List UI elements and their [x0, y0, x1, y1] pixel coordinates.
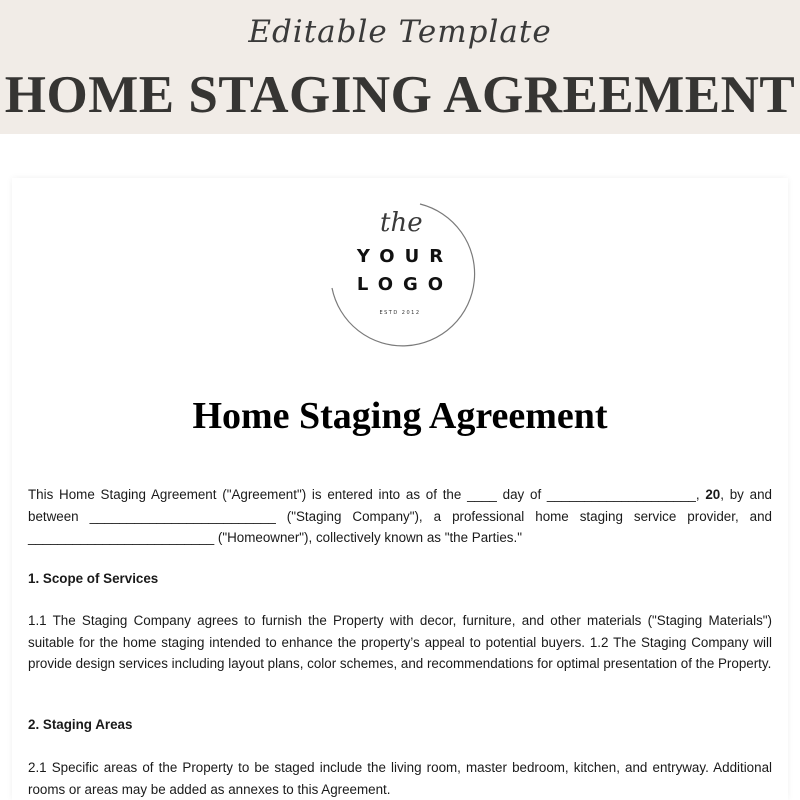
banner-title: HOME STAGING AGREEMENT — [4, 66, 796, 124]
header-banner — [0, 0, 800, 134]
logo-text-logo: LOGO — [356, 274, 454, 295]
section-1-heading: 1. Scope of Services — [28, 571, 159, 586]
document-title: Home Staging Agreement — [192, 395, 608, 437]
logo-placeholder — [320, 198, 480, 348]
logo-established: ESTD 2012 — [379, 310, 421, 316]
intro-paragraph — [28, 484, 772, 549]
section-2-text: 2.1 Specific areas of the Property to be staged include the living room, master bedroom, kitchen, and entryway. Additional rooms or areas may be added as annexes to this Agreement. — [28, 760, 772, 797]
logo-the: the — [380, 208, 423, 238]
intro-text-a: This Home Staging Agreement ("Agreement") is entered into as of the ____ day of ____________________, — [28, 487, 700, 502]
intro-year: 20 — [699, 487, 721, 502]
section-1-text: 1.1 The Staging Company agrees to furnish the Property with decor, furniture, and other materials ("Staging Materials") suitable for the home staging intended to enhance the property’s appeal to potential buyers. 1.2 The Staging Company will provide design services including layout plans, color schemes, and recommendations for optimal presentation of the Property. — [28, 613, 772, 671]
logo-text-your: YOUR — [356, 246, 454, 267]
section-2-heading: 2. Staging Areas — [28, 717, 133, 732]
intro-text-b: , by and between _________________________ ("Staging Company"), a professional home staging service provider, and _________________________ ("Homeowner"), collectively known as "the Parties." — [28, 487, 772, 545]
banner-subtitle: Editable Template — [248, 14, 552, 50]
